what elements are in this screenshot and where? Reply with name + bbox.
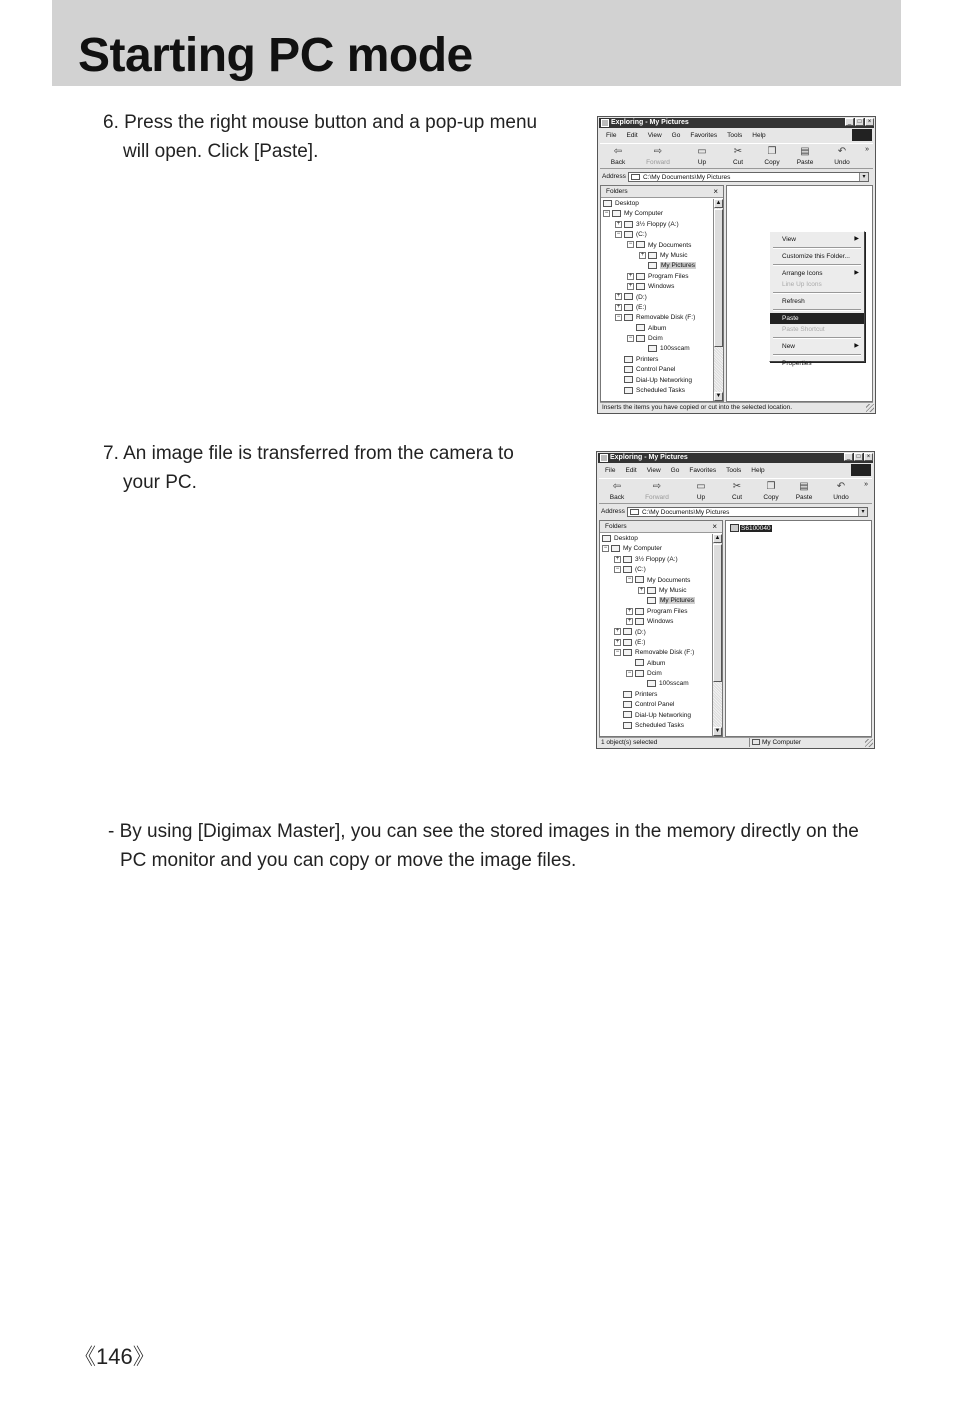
address-value: C:\My Documents\My Pictures	[642, 509, 730, 516]
explorer-window-result	[596, 451, 875, 749]
expand-icon[interactable]: +	[640, 251, 645, 258]
copy-button[interactable]: ❐ Copy	[763, 481, 779, 501]
collapse-icon[interactable]: −	[604, 210, 609, 217]
copy-icon: ❐	[767, 146, 777, 157]
drive-icon	[624, 293, 633, 300]
scroll-down-icon[interactable]: ▼	[715, 393, 722, 399]
step-6-line-1: 6. Press the right mouse button and a pop-up menu	[103, 112, 538, 133]
tree-item[interactable]: Album	[600, 659, 712, 669]
expand-icon[interactable]: +	[615, 638, 620, 645]
tree-item[interactable]: − Dcim	[628, 334, 663, 343]
folder-icon	[648, 345, 657, 352]
tree-item[interactable]: + My Music	[639, 586, 687, 594]
explorer-app-icon	[600, 454, 608, 462]
tree-item[interactable]: Dial-Up Networking	[600, 711, 712, 721]
expand-icon[interactable]: +	[639, 586, 644, 593]
computer-icon	[752, 739, 760, 745]
address-label: Address	[602, 173, 626, 180]
folder-icon	[636, 241, 645, 248]
status-bar	[600, 402, 873, 411]
note-line-1: - By using [Digimax Master], you can see the stored images in the memory directly on the	[108, 821, 859, 842]
folders-scrollbar[interactable]	[712, 534, 722, 736]
up-folder-icon: ▭	[697, 146, 707, 157]
desktop-icon	[603, 200, 612, 207]
window-title: Exploring - My Pictures	[610, 454, 688, 461]
scroll-thumb[interactable]	[713, 544, 722, 682]
menu-go[interactable]: Go	[670, 467, 680, 474]
back-arrow-icon: ⇦	[613, 146, 623, 157]
menu-view[interactable]: View	[647, 132, 662, 139]
cut-button[interactable]: ✂ Cut	[732, 146, 744, 166]
collapse-icon[interactable]: −	[616, 314, 621, 321]
page-number: 《146》	[74, 1344, 155, 1369]
folder-icon	[648, 252, 657, 259]
menu-separator	[773, 337, 861, 339]
collapse-icon[interactable]: −	[615, 565, 620, 572]
submenu-arrow-icon: ▶	[854, 270, 859, 276]
control-panel-icon	[624, 366, 633, 373]
menu-file[interactable]: File	[605, 467, 616, 474]
folder-icon	[635, 608, 644, 615]
windows-logo-icon	[852, 129, 872, 141]
status-zone: My Computer	[749, 738, 801, 747]
expand-icon[interactable]: +	[616, 293, 621, 300]
tree-item[interactable]: + 3½ Floppy (A:)	[616, 220, 679, 228]
status-text: Inserts the items you have copied or cut into the selected location.	[602, 404, 793, 411]
dropdown-arrow-icon[interactable]: ▾	[859, 173, 868, 181]
resize-grip-icon[interactable]	[866, 404, 874, 412]
menu-separator	[773, 264, 861, 266]
tree-item[interactable]: − Removable Disk (F:)	[615, 649, 695, 657]
scissors-icon: ✂	[732, 481, 742, 492]
folder-icon	[635, 670, 644, 677]
collapse-icon[interactable]: −	[615, 649, 620, 656]
expand-icon[interactable]: +	[628, 282, 633, 289]
explorer-window-paste	[597, 116, 876, 414]
step-7-text	[103, 439, 514, 497]
menu-file[interactable]: File	[606, 132, 617, 139]
tree-item[interactable]: Control Panel	[601, 365, 713, 375]
tree-item[interactable]: 100sscam	[600, 679, 712, 689]
folder-icon	[635, 618, 644, 625]
address-bar	[600, 171, 873, 183]
folders-pane	[600, 185, 724, 402]
tree-item[interactable]: − My Documents	[628, 241, 692, 249]
folder-icon	[648, 262, 657, 269]
window-controls	[845, 118, 874, 126]
folders-label: Folders	[606, 188, 628, 195]
tree-item[interactable]: Desktop	[600, 534, 712, 544]
drive-icon	[623, 628, 632, 635]
maximize-icon[interactable]: □	[854, 453, 863, 461]
menu-edit[interactable]: Edit	[626, 132, 638, 139]
tree-item[interactable]: My Pictures	[601, 261, 713, 271]
tree-item[interactable]: 100sscam	[601, 344, 713, 354]
expand-icon[interactable]: +	[615, 555, 620, 562]
folder-tree	[600, 534, 712, 736]
menu-separator	[773, 292, 861, 294]
undo-icon: ↶	[836, 481, 846, 492]
menu-item-customize[interactable]: Customize this Folder...	[782, 253, 850, 260]
close-pane-icon[interactable]: ×	[712, 522, 717, 531]
folder-icon	[630, 509, 639, 515]
close-pane-icon[interactable]: ×	[713, 187, 718, 196]
floppy-icon	[624, 221, 633, 228]
address-label: Address	[601, 508, 625, 515]
collapse-icon[interactable]: −	[627, 669, 632, 676]
status-bar	[599, 737, 872, 746]
forward-button[interactable]: ⇨ Forward	[645, 481, 669, 501]
folders-header	[600, 521, 722, 533]
folders-label: Folders	[605, 523, 627, 530]
folder-icon	[635, 576, 644, 583]
computer-icon	[612, 210, 621, 217]
menu-item-paste-shortcut: Paste Shortcut	[782, 326, 825, 333]
cd-drive-icon	[624, 304, 633, 311]
menu-tools[interactable]: Tools	[727, 132, 743, 139]
tree-item[interactable]: − My Documents	[627, 576, 691, 584]
toolbar	[599, 478, 872, 504]
computer-icon	[611, 545, 620, 552]
network-icon	[623, 711, 632, 718]
folders-header	[601, 186, 723, 198]
up-button[interactable]: ▭ Up	[696, 481, 706, 501]
cd-drive-icon	[623, 639, 632, 646]
folder-icon	[636, 283, 645, 290]
collapse-icon[interactable]: −	[628, 241, 633, 248]
step-6-text	[103, 108, 537, 166]
menu-tools[interactable]: Tools	[726, 467, 742, 474]
expand-icon[interactable]: +	[627, 617, 632, 624]
folders-pane	[599, 520, 723, 737]
tree-item[interactable]: Control Panel	[600, 700, 712, 710]
collapse-icon[interactable]: −	[603, 545, 608, 552]
maximize-icon[interactable]: □	[855, 118, 864, 126]
tree-item[interactable]: Dial-Up Networking	[601, 376, 713, 386]
tree-item[interactable]: + (D:)	[615, 628, 646, 636]
close-icon[interactable]: ×	[865, 118, 874, 126]
removable-disk-icon	[623, 649, 632, 656]
menu-item-arrange-icons[interactable]: Arrange Icons ▶	[782, 270, 859, 277]
note-text	[108, 817, 859, 875]
close-icon[interactable]: ×	[864, 453, 873, 461]
tree-item[interactable]: + Program Files	[628, 272, 689, 280]
copy-button[interactable]: ❐ Copy	[764, 146, 780, 166]
undo-button[interactable]: ↶ Undo	[834, 146, 850, 166]
scroll-thumb[interactable]	[714, 209, 723, 347]
address-field[interactable]	[627, 507, 868, 517]
folder-icon	[631, 174, 640, 180]
scroll-down-icon[interactable]: ▼	[714, 728, 721, 734]
resize-grip-icon[interactable]	[865, 739, 873, 747]
tree-item[interactable]: − (C:)	[615, 565, 646, 574]
tree-item[interactable]: − My Computer	[603, 545, 663, 553]
context-menu	[769, 231, 865, 367]
toolbar	[600, 143, 873, 169]
expand-icon[interactable]: +	[615, 628, 620, 635]
menu-item-view[interactable]: View ▶	[782, 236, 859, 243]
folders-scrollbar[interactable]	[713, 199, 723, 401]
menu-item-line-up-icons: Line Up Icons	[782, 281, 822, 288]
windows-logo-icon	[851, 464, 871, 476]
step-7-line-1: 7. An image file is transferred from the camera to	[103, 443, 514, 464]
status-text: 1 object(s) selected	[601, 739, 658, 746]
menu-separator	[773, 247, 861, 249]
collapse-icon[interactable]: −	[628, 334, 633, 341]
forward-arrow-icon: ⇨	[652, 481, 662, 492]
undo-button[interactable]: ↶ Undo	[833, 481, 849, 501]
floppy-icon	[623, 556, 632, 563]
drive-icon	[623, 566, 632, 573]
tree-item[interactable]: + 3½ Floppy (A:)	[615, 555, 678, 563]
tree-item[interactable]: Printers	[600, 690, 712, 700]
menu-go[interactable]: Go	[671, 132, 681, 139]
menu-item-paste[interactable]: Paste	[770, 313, 864, 324]
menu-help[interactable]: Help	[752, 132, 766, 139]
menu-item-properties[interactable]: Properties	[782, 360, 812, 367]
menu-bar	[599, 465, 872, 476]
tree-item[interactable]: + (E:)	[615, 638, 646, 646]
submenu-arrow-icon: ▶	[854, 343, 859, 349]
header-band	[52, 0, 901, 86]
address-field[interactable]	[628, 172, 869, 182]
tasks-icon	[624, 387, 633, 394]
removable-disk-icon	[624, 314, 633, 321]
tree-item[interactable]: + Windows	[627, 617, 674, 626]
back-arrow-icon: ⇦	[612, 481, 622, 492]
expand-icon[interactable]: +	[616, 220, 621, 227]
note-line-2: PC monitor and you can copy or move the image files.	[120, 850, 577, 871]
menu-help[interactable]: Help	[751, 467, 765, 474]
folder-icon	[647, 587, 656, 594]
address-bar	[599, 506, 872, 518]
back-button[interactable]: ⇦ Back	[609, 481, 625, 501]
up-button[interactable]: ▭ Up	[697, 146, 707, 166]
scissors-icon: ✂	[733, 146, 743, 157]
tree-item[interactable]: Scheduled Tasks	[600, 721, 712, 731]
tree-item[interactable]: Scheduled Tasks	[601, 386, 713, 396]
image-file-icon	[730, 524, 739, 532]
collapse-icon[interactable]: −	[616, 230, 621, 237]
folder-icon	[647, 680, 656, 687]
tree-item[interactable]: − My Computer	[604, 210, 664, 218]
menu-item-refresh[interactable]: Refresh	[782, 298, 805, 305]
toolbar-more-icon[interactable]: »	[865, 146, 869, 153]
menu-favorites[interactable]: Favorites	[690, 132, 718, 139]
back-button[interactable]: ⇦ Back	[610, 146, 626, 166]
tree-item[interactable]: + Windows	[628, 282, 675, 291]
undo-icon: ↶	[837, 146, 847, 157]
scroll-up-icon[interactable]: ▲	[714, 535, 721, 541]
menu-bar	[600, 130, 873, 141]
expand-icon[interactable]: +	[616, 303, 621, 310]
menu-item-new[interactable]: New ▶	[782, 343, 859, 350]
paste-button[interactable]: ▤ Paste	[796, 146, 814, 166]
network-icon	[624, 376, 633, 383]
submenu-arrow-icon: ▶	[854, 236, 859, 242]
menu-separator	[773, 309, 861, 311]
folder-icon	[636, 273, 645, 280]
address-value: C:\My Documents\My Pictures	[643, 174, 731, 181]
content-pane[interactable]	[725, 520, 872, 737]
tree-item[interactable]: + (D:)	[616, 293, 647, 301]
window-titlebar[interactable]	[598, 453, 873, 463]
tree-item[interactable]: Desktop	[601, 199, 713, 209]
toolbar-more-icon[interactable]: »	[864, 481, 868, 488]
paste-button[interactable]: ▤ Paste	[795, 481, 813, 501]
dropdown-arrow-icon[interactable]: ▾	[858, 508, 867, 516]
folder-icon	[647, 597, 656, 604]
folder-icon	[635, 659, 644, 666]
step-6-line-2: will open. Click [Paste].	[123, 141, 319, 162]
file-item[interactable]	[730, 524, 772, 534]
paste-icon: ▤	[800, 146, 810, 157]
menu-favorites[interactable]: Favorites	[689, 467, 717, 474]
window-title: Exploring - My Pictures	[611, 119, 689, 126]
printer-icon	[623, 691, 632, 698]
tasks-icon	[623, 722, 632, 729]
menu-view[interactable]: View	[646, 467, 661, 474]
minimize-icon[interactable]: _	[845, 118, 854, 126]
tree-item[interactable]: − Dcim	[627, 669, 662, 678]
tree-item[interactable]: + Program Files	[627, 607, 688, 615]
expand-icon[interactable]: +	[628, 272, 633, 279]
tree-item[interactable]: Album	[601, 324, 713, 334]
desktop-icon	[602, 535, 611, 542]
step-7-line-2: your PC.	[123, 472, 197, 493]
forward-arrow-icon: ⇨	[653, 146, 663, 157]
up-folder-icon: ▭	[696, 481, 706, 492]
page-title: Starting PC mode	[78, 29, 473, 82]
collapse-icon[interactable]: −	[627, 576, 632, 583]
tree-item[interactable]: − (C:)	[616, 230, 647, 239]
tree-item[interactable]: + My Music	[640, 251, 688, 259]
window-titlebar[interactable]	[599, 118, 874, 128]
expand-icon[interactable]: +	[627, 607, 632, 614]
tree-item[interactable]: + (E:)	[616, 303, 647, 311]
tree-item[interactable]: − Removable Disk (F:)	[616, 314, 696, 322]
forward-button[interactable]: ⇨ Forward	[646, 146, 670, 166]
paste-icon: ▤	[799, 481, 809, 492]
cut-button[interactable]: ✂ Cut	[731, 481, 743, 501]
menu-separator	[773, 354, 861, 356]
tree-item[interactable]: My Pictures	[600, 596, 712, 606]
folder-tree	[601, 199, 713, 401]
folder-icon	[636, 335, 645, 342]
menu-edit[interactable]: Edit	[625, 467, 637, 474]
minimize-icon[interactable]: _	[844, 453, 853, 461]
printer-icon	[624, 356, 633, 363]
drive-icon	[624, 231, 633, 238]
tree-item[interactable]: Printers	[601, 355, 713, 365]
scroll-up-icon[interactable]: ▲	[715, 200, 722, 206]
control-panel-icon	[623, 701, 632, 708]
explorer-app-icon	[601, 119, 609, 127]
file-name: S6100040	[741, 525, 771, 532]
folder-icon	[636, 324, 645, 331]
copy-icon: ❐	[766, 481, 776, 492]
window-controls	[844, 453, 873, 461]
